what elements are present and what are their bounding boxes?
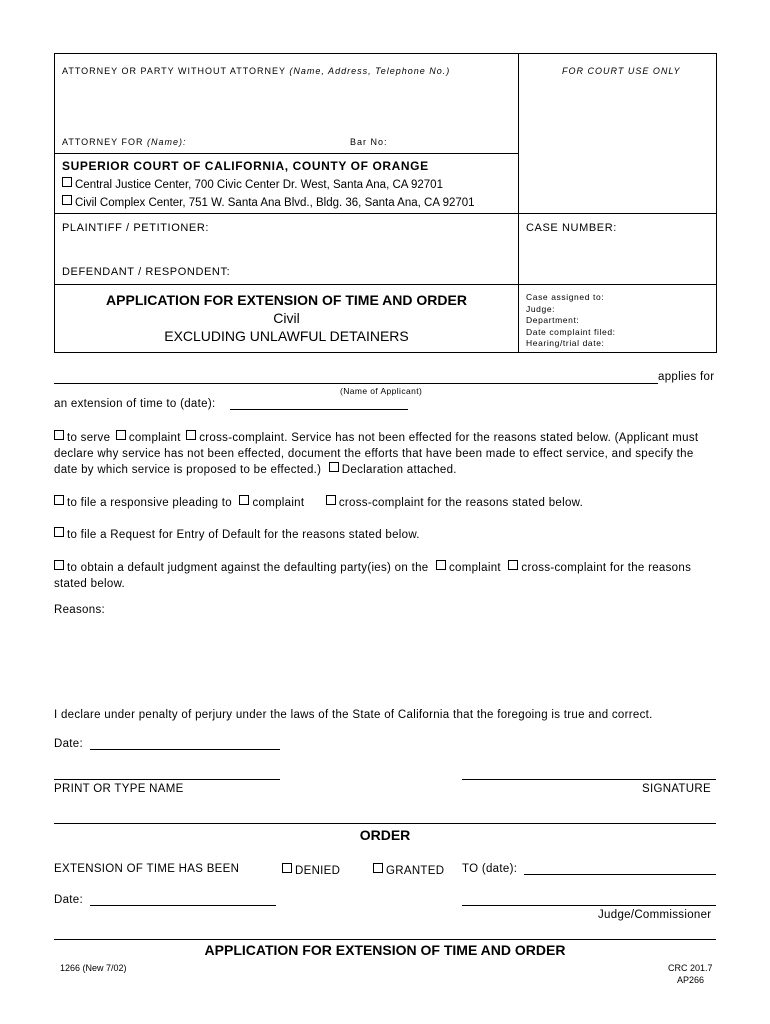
extension-date-label: an extension of time to (date):	[54, 398, 216, 410]
serve-checkbox[interactable]	[54, 430, 64, 440]
print-name-line[interactable]	[54, 779, 280, 780]
granted-checkbox[interactable]	[373, 863, 383, 873]
form-title: APPLICATION FOR EXTENSION OF TIME AND ORDER	[106, 292, 467, 308]
form-subtitle-civil: Civil	[273, 310, 300, 326]
default-judgment-cross-checkbox[interactable]	[508, 560, 518, 570]
responsive-complaint-text: complaint	[252, 497, 305, 509]
extension-has-been-label: EXTENSION OF TIME HAS BEEN	[54, 863, 240, 875]
default-judgment-cross-text: cross-complaint for the reasons	[521, 562, 692, 574]
serve-cross-checkbox[interactable]	[186, 430, 196, 440]
default-judgment-complaint-text: complaint	[448, 562, 501, 574]
signature-line[interactable]	[462, 779, 716, 780]
default-entry-option	[54, 527, 420, 541]
order-to-date-field[interactable]	[524, 874, 716, 875]
responsive-complaint-checkbox[interactable]	[239, 495, 249, 505]
department-label: Department:	[526, 315, 580, 325]
date-complaint-filed-label: Date complaint filed:	[526, 326, 616, 337]
footer-rule	[54, 939, 716, 940]
case-info-list	[526, 292, 616, 350]
applies-for-text: applies for	[658, 371, 715, 383]
court-use-label: FOR COURT USE ONLY	[562, 66, 681, 76]
form-subtitle-excluding: EXCLUDING UNLAWFUL DETAINERS	[164, 328, 409, 344]
case-assigned-label: Case assigned to:	[526, 292, 605, 302]
judge-commissioner-label: Judge/Commissioner	[598, 909, 712, 921]
declaration-attached-checkbox[interactable]	[329, 462, 339, 472]
attorney-name-field[interactable]	[60, 82, 510, 130]
hearing-trial-date-label: Hearing/trial date:	[526, 338, 605, 348]
signature-label: SIGNATURE	[642, 783, 711, 795]
granted-option[interactable]	[373, 863, 444, 877]
ap-number: AP266	[677, 975, 705, 985]
case-number-label: CASE NUMBER:	[526, 222, 617, 234]
court-use-field[interactable]	[524, 82, 712, 208]
reasons-label: Reasons:	[54, 604, 105, 616]
bar-no-label: Bar No:	[350, 137, 388, 147]
denied-text: DENIED	[295, 865, 341, 877]
reasons-field[interactable]	[54, 622, 716, 700]
default-entry-text: to file a Request for Entry of Default for the reasons stated below.	[67, 529, 420, 541]
extension-date-field[interactable]	[230, 409, 408, 410]
default-entry-checkbox[interactable]	[54, 527, 64, 537]
form-number: 1266 (New 7/02)	[60, 963, 127, 973]
application-date-label: Date:	[54, 738, 83, 750]
applicant-name-line[interactable]	[54, 383, 658, 384]
serve-option	[54, 430, 724, 478]
header-divider	[518, 53, 519, 353]
rule	[54, 213, 717, 214]
attorney-hint: (Name, Address, Telephone No.)	[289, 66, 451, 76]
location-option-2[interactable]	[62, 195, 475, 209]
checkbox[interactable]	[62, 195, 72, 205]
denied-option[interactable]	[282, 863, 340, 877]
checkbox[interactable]	[62, 177, 72, 187]
order-date-field[interactable]	[90, 905, 276, 906]
serve-date-text: date by which service is proposed to be effected.)	[54, 464, 322, 476]
attorney-for-text: ATTORNEY FOR	[62, 137, 144, 147]
default-judgment-option	[54, 560, 724, 592]
defendant-label: DEFENDANT / RESPONDENT:	[62, 266, 231, 278]
rule	[54, 153, 519, 154]
court-name: SUPERIOR COURT OF CALIFORNIA, COUNTY OF ORANGE	[62, 159, 429, 173]
serve-explanation: declare why service has not been effected, document the efforts that have been made to effect service, and specify the	[54, 448, 694, 460]
serve-complaint-text: complaint	[128, 432, 181, 444]
location-1-text: Central Justice Center, 700 Civic Center Dr. West, Santa Ana, CA 92701	[75, 179, 443, 191]
print-name-label: PRINT OR TYPE NAME	[54, 783, 184, 795]
declaration-attached-text: Declaration attached.	[341, 464, 457, 476]
judge-signature-line[interactable]	[462, 905, 716, 906]
order-separator	[54, 823, 716, 824]
responsive-pleading-option	[54, 495, 583, 509]
order-heading: ORDER	[359, 827, 411, 843]
order-to-date-label: TO (date):	[462, 863, 518, 875]
attorney-label	[62, 66, 450, 76]
name-of-applicant-caption: (Name of Applicant)	[340, 386, 423, 396]
responsive-cross-checkbox[interactable]	[326, 495, 336, 505]
default-judgment-checkbox[interactable]	[54, 560, 64, 570]
plaintiff-label: PLAINTIFF / PETITIONER:	[62, 222, 210, 234]
default-judgment-stated-below: stated below.	[54, 578, 126, 590]
responsive-text: to file a responsive pleading to	[67, 497, 232, 509]
location-option-1[interactable]	[62, 177, 443, 191]
location-2-text: Civil Complex Center, 751 W. Santa Ana Blvd., Bldg. 36, Santa Ana, CA 92701	[75, 197, 475, 209]
declaration-text: I declare under penalty of perjury under the laws of the State of California that the foregoing is true and correct.	[54, 709, 653, 721]
footer-title: APPLICATION FOR EXTENSION OF TIME AND ORDER	[204, 942, 566, 958]
responsive-checkbox[interactable]	[54, 495, 64, 505]
denied-checkbox[interactable]	[282, 863, 292, 873]
application-date-field[interactable]	[90, 749, 280, 750]
granted-text: GRANTED	[386, 865, 445, 877]
crc-rule: CRC 201.7	[668, 963, 713, 973]
attorney-for-label	[62, 137, 187, 147]
serve-complaint-checkbox[interactable]	[116, 430, 126, 440]
attorney-for-hint: (Name):	[147, 137, 187, 147]
serve-text: to serve	[67, 432, 111, 444]
attorney-label-text: ATTORNEY OR PARTY WITHOUT ATTORNEY	[62, 66, 286, 76]
rule	[54, 284, 717, 285]
default-judgment-complaint-checkbox[interactable]	[436, 560, 446, 570]
serve-cross-text: cross-complaint. Service has not been effected for the reasons stated below. (Applicant must	[199, 432, 699, 444]
judge-label: Judge:	[526, 303, 556, 314]
default-judgment-text: to obtain a default judgment against the defaulting party(ies) on the	[67, 562, 429, 574]
order-date-label: Date:	[54, 894, 83, 906]
responsive-cross-text: cross-complaint for the reasons stated below.	[338, 497, 584, 509]
